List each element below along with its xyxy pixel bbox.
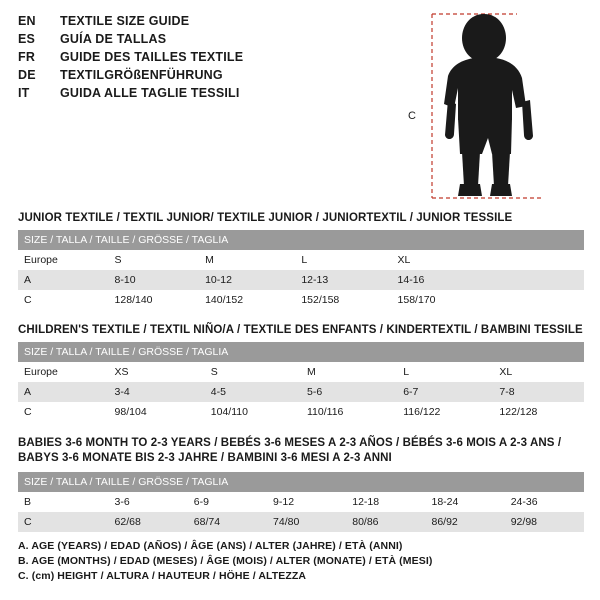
section-title-babies: BABIES 3-6 MONTH TO 2-3 YEARS / BEBÉS 3-6 MESES A 2-3 AÑOS / BÉBÉS 3-6 MOIS A 2-3 ANS / BABYS 3-6 MONATE BIS 2-3 JAHRE / BAMBINI 3-6 MESI A 2-3 ANNI — [18, 437, 562, 464]
row-label: A — [18, 382, 109, 402]
cell-empty — [488, 270, 584, 290]
legend-item-c: C. (cm) HEIGHT / ALTURA / HAUTEUR / HÖHE / ALTEZZA — [18, 570, 307, 582]
header-row — [18, 32, 438, 46]
cell: 6-9 — [188, 492, 267, 512]
band-label-babies: SIZE / TALLA / TAILLE / GRÖSSE / TAGLIA — [18, 472, 584, 492]
cell: 86/92 — [425, 512, 504, 532]
table-band-row — [18, 230, 584, 250]
legend-item-b: B. AGE (MONTHS) / EDAD (MESES) / ÂGE (MOIS) / ALTER (MONATE) / ETÀ (MESI) — [18, 555, 433, 567]
table-row — [18, 290, 584, 310]
row-label: C — [18, 402, 109, 422]
cell: 116/122 — [397, 402, 493, 422]
row-label: C — [18, 290, 109, 310]
cell: 14-16 — [392, 270, 488, 290]
child-silhouette-figure — [408, 8, 572, 203]
cell: 74/80 — [267, 512, 346, 532]
cell: 122/128 — [493, 402, 584, 422]
cell: L — [397, 362, 493, 382]
language-code-es: ES — [18, 32, 36, 46]
cell: 5-6 — [301, 382, 397, 402]
row-label: Europe — [18, 250, 109, 270]
measurement-label-c: C — [408, 110, 416, 122]
header-row — [18, 14, 438, 28]
table-row — [18, 382, 584, 402]
cell: 24-36 — [505, 492, 584, 512]
row-label: B — [18, 492, 109, 512]
cell: S — [205, 362, 301, 382]
language-code-en: EN — [18, 14, 36, 28]
table-band-row — [18, 472, 584, 492]
legend-item-a: A. AGE (YEARS) / EDAD (AÑOS) / ÂGE (ANS) / ALTER (JAHRE) / ETÀ (ANNI) — [18, 540, 403, 552]
header-title-es: GUÍA DE TALLAS — [60, 32, 167, 46]
cell: XL — [392, 250, 488, 270]
table-row — [18, 512, 584, 532]
section-title-children: CHILDREN'S TEXTILE / TEXTIL NIÑO/A / TEXTILE DES ENFANTS / KINDERTEXTIL / BAMBINI TESSILE — [18, 324, 583, 336]
language-code-it: IT — [18, 86, 30, 100]
band-label-junior: SIZE / TALLA / TAILLE / GRÖSSE / TAGLIA — [18, 230, 584, 250]
cell: 158/170 — [392, 290, 488, 310]
cell: XS — [109, 362, 205, 382]
cell: 7-8 — [493, 382, 584, 402]
table-row — [18, 250, 584, 270]
header-title-de: TEXTILGRÖßENFÜHRUNG — [60, 68, 223, 82]
row-label: C — [18, 512, 109, 532]
header-row — [18, 86, 438, 100]
cell: 80/86 — [346, 512, 425, 532]
cell: 98/104 — [109, 402, 205, 422]
cell: 12-18 — [346, 492, 425, 512]
cell: 104/110 — [205, 402, 301, 422]
header-row — [18, 68, 438, 82]
header-title-en: TEXTILE SIZE GUIDE — [60, 14, 190, 28]
header-title-it: GUIDA ALLE TAGLIE TESSILI — [60, 86, 240, 100]
size-table-junior — [18, 230, 584, 310]
cell: S — [109, 250, 200, 270]
cell: 68/74 — [188, 512, 267, 532]
cell: L — [295, 250, 391, 270]
header-title-fr: GUIDE DES TAILLES TEXTILE — [60, 50, 244, 64]
cell-empty — [488, 250, 584, 270]
cell: M — [199, 250, 295, 270]
row-label: Europe — [18, 362, 109, 382]
cell: 6-7 — [397, 382, 493, 402]
language-header — [18, 14, 438, 104]
cell: 10-12 — [199, 270, 295, 290]
language-code-fr: FR — [18, 50, 36, 64]
cell: 4-5 — [205, 382, 301, 402]
row-label: A — [18, 270, 109, 290]
cell-empty — [488, 290, 584, 310]
size-tables — [18, 212, 584, 546]
cell: 18-24 — [425, 492, 504, 512]
cell: 62/68 — [109, 512, 188, 532]
toddler-silhouette-icon — [422, 8, 572, 203]
cell: 128/140 — [109, 290, 200, 310]
table-band-row — [18, 342, 584, 362]
cell: M — [301, 362, 397, 382]
section-title-junior: JUNIOR TEXTILE / TEXTIL JUNIOR/ TEXTILE JUNIOR / JUNIORTEXTIL / JUNIOR TESSILE — [18, 212, 513, 224]
cell: 152/158 — [295, 290, 391, 310]
cell: 110/116 — [301, 402, 397, 422]
size-table-babies — [18, 472, 584, 532]
cell: 3-4 — [109, 382, 205, 402]
cell: 9-12 — [267, 492, 346, 512]
cell: 8-10 — [109, 270, 200, 290]
legend — [18, 539, 584, 584]
band-label-children: SIZE / TALLA / TAILLE / GRÖSSE / TAGLIA — [18, 342, 584, 362]
cell: 140/152 — [199, 290, 295, 310]
cell: 12-13 — [295, 270, 391, 290]
table-row — [18, 362, 584, 382]
header-row — [18, 50, 438, 64]
table-row — [18, 402, 584, 422]
cell: 92/98 — [505, 512, 584, 532]
language-code-de: DE — [18, 68, 36, 82]
cell: 3-6 — [109, 492, 188, 512]
table-row — [18, 492, 584, 512]
size-table-children — [18, 342, 584, 422]
table-row — [18, 270, 584, 290]
cell: XL — [493, 362, 584, 382]
